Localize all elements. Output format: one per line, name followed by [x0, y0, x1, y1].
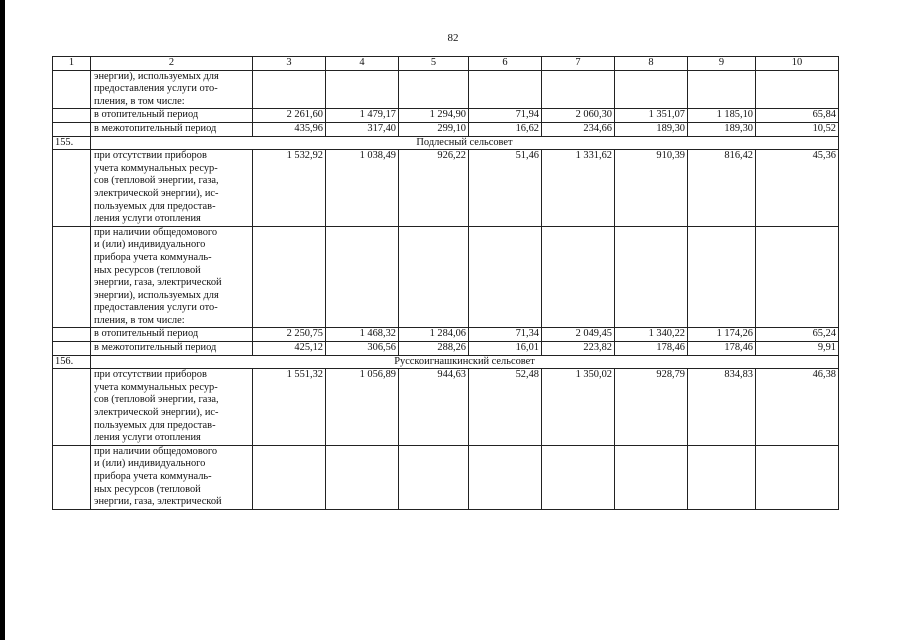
table-row — [53, 122, 839, 136]
section-number: 156. — [53, 355, 91, 369]
value-cell — [542, 70, 615, 109]
value-cell: 1 532,92 — [253, 150, 326, 227]
description-line: электрической энергии), ис- — [94, 407, 219, 419]
description-line: энергии), используемых для — [94, 70, 219, 82]
value-cell: 1 056,89 — [326, 369, 399, 446]
value-cell: 223,82 — [542, 342, 615, 356]
header-cell: 4 — [326, 57, 399, 71]
value-cell: 71,94 — [469, 109, 542, 123]
row-number-cell — [53, 109, 91, 123]
value-cell — [615, 70, 688, 109]
description-line: при наличии общедомового — [94, 445, 218, 457]
table-row — [53, 342, 839, 356]
value-cell: 2 049,45 — [542, 328, 615, 342]
description-cell — [91, 369, 253, 446]
description-cell — [91, 342, 253, 356]
table-row — [53, 226, 839, 328]
table-row — [53, 445, 839, 509]
value-cell: 178,46 — [688, 342, 756, 356]
tariff-table — [52, 56, 839, 510]
row-number-cell — [53, 342, 91, 356]
value-cell: 288,26 — [399, 342, 469, 356]
value-cell — [253, 226, 326, 328]
table-row — [53, 369, 839, 446]
description-cell — [91, 226, 253, 328]
value-cell: 65,84 — [756, 109, 839, 123]
header-cell: 2 — [91, 57, 253, 71]
value-cell — [399, 445, 469, 509]
description-line: пления, в том числе: — [94, 314, 185, 326]
value-cell — [399, 70, 469, 109]
value-cell: 834,83 — [688, 369, 756, 446]
header-cell: 7 — [542, 57, 615, 71]
table-row — [53, 109, 839, 123]
value-cell: 1 340,22 — [615, 328, 688, 342]
value-cell — [756, 445, 839, 509]
value-cell: 2 261,60 — [253, 109, 326, 123]
value-cell: 1 294,90 — [399, 109, 469, 123]
section-row — [53, 136, 839, 150]
description-line: прибора учета коммуналь- — [94, 471, 212, 482]
description-cell — [91, 150, 253, 227]
value-cell: 299,10 — [399, 122, 469, 136]
description-line: ных ресурсов (тепловой — [94, 483, 201, 495]
value-cell — [756, 70, 839, 109]
value-cell: 1 331,62 — [542, 150, 615, 227]
header-cell: 6 — [469, 57, 542, 71]
description-line: при наличии общедомового — [94, 226, 218, 238]
description-line: пления, в том числе: — [94, 95, 185, 107]
section-number: 155. — [53, 136, 91, 150]
value-cell: 16,01 — [469, 342, 542, 356]
description-line: энергии, газа, электрической — [94, 496, 222, 508]
value-cell: 2 060,30 — [542, 109, 615, 123]
value-cell — [615, 226, 688, 328]
value-cell: 317,40 — [326, 122, 399, 136]
description-line: в отопительный период — [94, 109, 199, 121]
description-cell — [91, 70, 253, 109]
value-cell: 1 468,32 — [326, 328, 399, 342]
description-cell — [91, 109, 253, 123]
description-line: пользуемых для предостав- — [94, 200, 216, 212]
row-number-cell — [53, 122, 91, 136]
description-line: предоставления услуги ото- — [94, 83, 218, 95]
section-title: Подлесный сельсовет — [91, 136, 839, 150]
row-number-cell — [53, 445, 91, 509]
page-number: 82 — [447, 32, 459, 44]
description-line: в межотопительный период — [94, 342, 217, 354]
description-line: учета коммунальных ресур- — [94, 381, 218, 393]
description-line: в межотопительный период — [94, 122, 217, 134]
description-line: при отсутствии приборов — [94, 150, 207, 162]
value-cell — [469, 445, 542, 509]
description-line: при отсутствии приборов — [94, 369, 207, 381]
description-line: и (или) индивидуального — [94, 239, 206, 251]
header-cell: 1 — [53, 57, 91, 71]
value-cell: 816,42 — [688, 150, 756, 227]
value-cell: 10,52 — [756, 122, 839, 136]
page-edge-bar — [0, 0, 5, 640]
value-cell: 178,46 — [615, 342, 688, 356]
description-line: предоставления услуги ото- — [94, 302, 218, 314]
table-header-row — [53, 57, 839, 71]
row-number-cell — [53, 70, 91, 109]
value-cell: 9,91 — [756, 342, 839, 356]
description-line: учета коммунальных ресур- — [94, 162, 218, 174]
header-cell: 3 — [253, 57, 326, 71]
value-cell: 189,30 — [615, 122, 688, 136]
value-cell: 45,36 — [756, 150, 839, 227]
header-cell: 10 — [756, 57, 839, 71]
value-cell — [542, 445, 615, 509]
value-cell: 2 250,75 — [253, 328, 326, 342]
value-cell — [399, 226, 469, 328]
value-cell: 1 350,02 — [542, 369, 615, 446]
value-cell: 189,30 — [688, 122, 756, 136]
value-cell — [469, 226, 542, 328]
description-line: пользуемых для предостав- — [94, 419, 216, 431]
value-cell — [688, 226, 756, 328]
table-row — [53, 70, 839, 109]
description-cell — [91, 328, 253, 342]
description-line: сов (тепловой энергии, газа, — [94, 175, 219, 187]
row-number-cell — [53, 226, 91, 328]
row-number-cell — [53, 369, 91, 446]
value-cell — [326, 70, 399, 109]
description-line: в отопительный период — [94, 328, 199, 340]
section-title: Русскоигнашкинский сельсовет — [91, 355, 839, 369]
value-cell: 234,66 — [542, 122, 615, 136]
description-cell — [91, 445, 253, 509]
value-cell: 435,96 — [253, 122, 326, 136]
value-cell: 1 479,17 — [326, 109, 399, 123]
table-row — [53, 328, 839, 342]
value-cell — [688, 70, 756, 109]
value-cell — [615, 445, 688, 509]
value-cell — [469, 70, 542, 109]
value-cell — [253, 70, 326, 109]
value-cell: 16,62 — [469, 122, 542, 136]
description-line: ления услуги отопления — [94, 213, 201, 225]
value-cell: 65,24 — [756, 328, 839, 342]
value-cell: 1 351,07 — [615, 109, 688, 123]
header-cell: 9 — [688, 57, 756, 71]
value-cell: 1 038,49 — [326, 150, 399, 227]
value-cell: 71,34 — [469, 328, 542, 342]
description-line: ных ресурсов (тепловой — [94, 264, 201, 276]
value-cell: 926,22 — [399, 150, 469, 227]
value-cell — [542, 226, 615, 328]
description-line: ления услуги отопления — [94, 432, 201, 444]
value-cell: 46,38 — [756, 369, 839, 446]
value-cell: 944,63 — [399, 369, 469, 446]
value-cell: 910,39 — [615, 150, 688, 227]
value-cell: 1 174,26 — [688, 328, 756, 342]
value-cell — [326, 226, 399, 328]
value-cell: 1 185,10 — [688, 109, 756, 123]
table-row — [53, 150, 839, 227]
section-row — [53, 355, 839, 369]
value-cell: 928,79 — [615, 369, 688, 446]
value-cell: 425,12 — [253, 342, 326, 356]
value-cell: 52,48 — [469, 369, 542, 446]
description-cell — [91, 122, 253, 136]
value-cell: 1 551,32 — [253, 369, 326, 446]
description-line: сов (тепловой энергии, газа, — [94, 394, 219, 406]
value-cell — [688, 445, 756, 509]
description-line: и (или) индивидуального — [94, 458, 206, 470]
row-number-cell — [53, 328, 91, 342]
description-line: электрической энергии), ис- — [94, 187, 219, 199]
header-cell: 5 — [399, 57, 469, 71]
value-cell: 51,46 — [469, 150, 542, 227]
header-cell: 8 — [615, 57, 688, 71]
table-body — [53, 57, 839, 510]
description-line: энергии), используемых для — [94, 289, 219, 301]
description-line: энергии, газа, электрической — [94, 277, 222, 289]
value-cell — [253, 445, 326, 509]
value-cell: 1 284,06 — [399, 328, 469, 342]
value-cell — [326, 445, 399, 509]
row-number-cell — [53, 150, 91, 227]
value-cell — [756, 226, 839, 328]
description-line: прибора учета коммуналь- — [94, 251, 212, 263]
value-cell: 306,56 — [326, 342, 399, 356]
